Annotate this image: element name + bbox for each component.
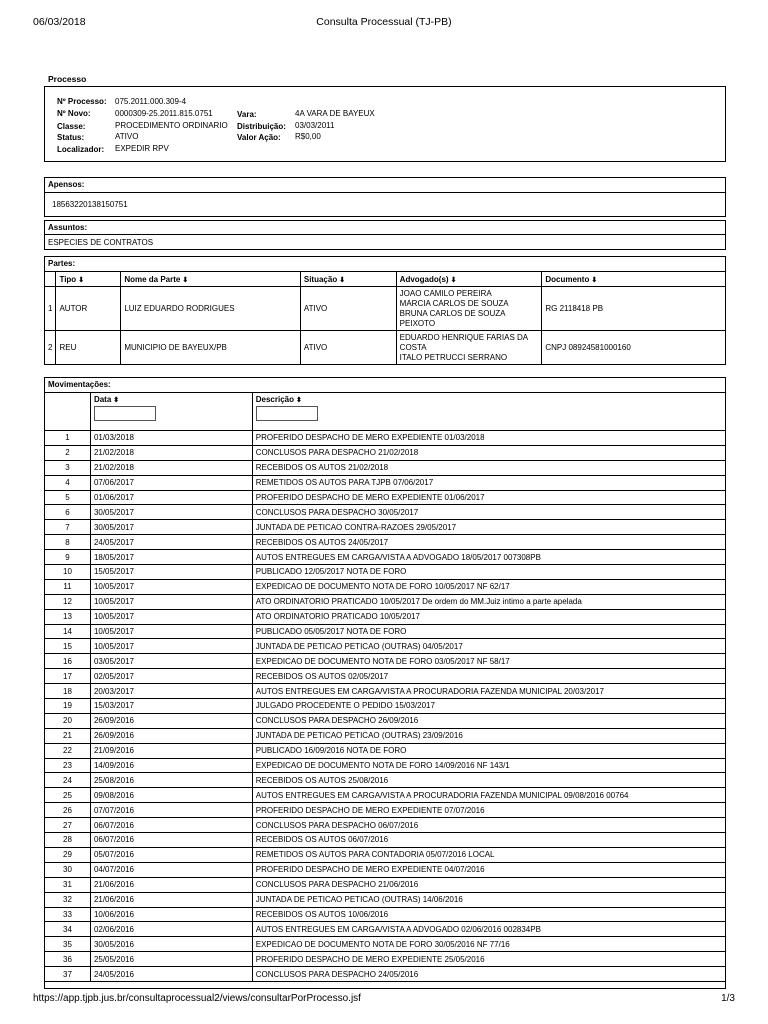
mov-row — [45, 535, 726, 550]
processo-panel — [44, 86, 726, 162]
sort-icon[interactable]: ⬍ — [113, 397, 120, 404]
apensos-label: Apensos: — [48, 180, 85, 189]
mov-index-header — [45, 393, 91, 431]
mov-row — [45, 490, 726, 505]
mov-date: 10/05/2017 — [90, 624, 252, 639]
mov-index: 20 — [45, 713, 91, 728]
mov-date: 01/06/2017 — [90, 490, 252, 505]
parte-tipo: AUTOR — [56, 287, 121, 331]
mov-index: 32 — [45, 892, 91, 907]
mov-date: 25/05/2016 — [90, 952, 252, 967]
mov-date: 21/02/2018 — [90, 460, 252, 475]
parte-situacao: ATIVO — [300, 331, 396, 365]
tipo-header[interactable] — [56, 272, 121, 287]
mov-description: CONCLUSOS PARA DESPACHO 24/05/2016 — [252, 967, 725, 982]
mov-date: 07/07/2016 — [90, 803, 252, 818]
mov-description: JULGADO PROCEDENTE O PEDIDO 15/03/2017 — [252, 699, 725, 714]
mov-row — [45, 624, 726, 639]
numero-value: 075.2011.000.309-4 — [115, 97, 187, 106]
data-filter-input[interactable] — [94, 406, 156, 421]
mov-index: 36 — [45, 952, 91, 967]
mov-index: 5 — [45, 490, 91, 505]
mov-description: EXPEDICAO DE DOCUMENTO NOTA DE FORO 03/05/2017 NF 58/17 — [252, 654, 725, 669]
partes-index-header — [45, 272, 56, 287]
mov-row — [45, 743, 726, 758]
mov-date: 05/07/2016 — [90, 847, 252, 862]
parte-documento: RG 2118418 PB — [542, 287, 726, 331]
mov-row — [45, 892, 726, 907]
partes-table — [44, 271, 726, 365]
sort-down-icon[interactable]: ⬇ — [450, 276, 457, 284]
mov-index: 6 — [45, 505, 91, 520]
mov-date: 25/08/2016 — [90, 773, 252, 788]
mov-date: 24/05/2017 — [90, 535, 252, 550]
valor-label: Valor Ação: — [237, 133, 281, 142]
mov-index: 15 — [45, 639, 91, 654]
mov-index: 27 — [45, 818, 91, 833]
mov-index: 14 — [45, 624, 91, 639]
print-date: 06/03/2018 — [33, 16, 86, 28]
mov-date: 10/05/2017 — [90, 639, 252, 654]
sort-icon[interactable]: ⬍ — [296, 397, 302, 404]
mov-date: 26/09/2016 — [90, 728, 252, 743]
mov-date: 14/09/2016 — [90, 758, 252, 773]
mov-index: 2 — [45, 445, 91, 460]
mov-description: RECEBIDOS OS AUTOS 10/06/2016 — [252, 907, 725, 922]
data-header[interactable] — [90, 393, 252, 431]
status-label: Status: — [57, 133, 85, 142]
mov-row — [45, 639, 726, 654]
mov-date: 10/05/2017 — [90, 609, 252, 624]
novo-value: 0000309-25.2011.815.0751 — [115, 109, 213, 118]
partes-label: Partes: — [48, 259, 76, 268]
advogado-name: ITALO PETRUCCI SERRANO — [399, 352, 508, 362]
processo-section-label: Processo — [48, 74, 87, 84]
assuntos-label: Assuntos: — [48, 223, 88, 232]
mov-index: 11 — [45, 579, 91, 594]
mov-index: 10 — [45, 565, 91, 580]
mov-row — [45, 550, 726, 565]
mov-row — [45, 907, 726, 922]
distribuicao-label: Distribuição: — [237, 122, 286, 131]
mov-date: 21/09/2016 — [90, 743, 252, 758]
mov-index: 25 — [45, 788, 91, 803]
mov-date: 02/05/2017 — [90, 669, 252, 684]
mov-description: CONCLUSOS PARA DESPACHO 06/07/2016 — [252, 818, 725, 833]
mov-row — [45, 460, 726, 475]
mov-row — [45, 565, 726, 580]
mov-row — [45, 833, 726, 848]
advogado-name: COSTA — [399, 342, 427, 352]
assuntos-value: ESPECIES DE CONTRATOS — [48, 238, 154, 247]
parte-index: 2 — [45, 331, 56, 365]
mov-date: 21/06/2016 — [90, 892, 252, 907]
mov-description: AUTOS ENTREGUES EM CARGA/VISTA A ADVOGADO 02/06/2016 002834PB — [252, 922, 725, 937]
advogado-name: BRUNA CARLOS DE SOUZA — [399, 308, 506, 318]
mov-date: 10/05/2017 — [90, 579, 252, 594]
mov-date: 06/07/2016 — [90, 833, 252, 848]
mov-description: PROFERIDO DESPACHO DE MERO EXPEDIENTE 01/03/2018 — [252, 431, 725, 446]
movimentacoes-label: Movimentações: — [48, 380, 111, 389]
mov-index: 28 — [45, 833, 91, 848]
mov-description: PROFERIDO DESPACHO DE MERO EXPEDIENTE 25/05/2016 — [252, 952, 725, 967]
classe-label: Classe: — [57, 122, 86, 131]
mov-description: PUBLICADO 05/05/2017 NOTA DE FORO — [252, 624, 725, 639]
mov-row — [45, 475, 726, 490]
mov-row — [45, 728, 726, 743]
mov-row — [45, 669, 726, 684]
mov-description: EXPEDICAO DE DOCUMENTO NOTA DE FORO 30/05/2016 NF 77/16 — [252, 937, 725, 952]
documento-header[interactable] — [542, 272, 726, 287]
mov-description: PROFERIDO DESPACHO DE MERO EXPEDIENTE 04/07/2016 — [252, 862, 725, 877]
mov-date: 01/03/2018 — [90, 431, 252, 446]
parte-row — [45, 331, 726, 365]
mov-row — [45, 877, 726, 892]
sort-down-icon[interactable]: ⬇ — [339, 276, 346, 284]
apensos-panel — [44, 177, 726, 217]
page-number: 1/3 — [721, 993, 735, 1004]
mov-description: ATO ORDINATORIO PRATICADO 10/05/2017 — [252, 609, 725, 624]
mov-index: 21 — [45, 728, 91, 743]
mov-index: 34 — [45, 922, 91, 937]
mov-row — [45, 594, 726, 609]
mov-description: CONCLUSOS PARA DESPACHO 30/05/2017 — [252, 505, 725, 520]
mov-date: 20/03/2017 — [90, 684, 252, 699]
mov-index: 35 — [45, 937, 91, 952]
mov-index: 19 — [45, 699, 91, 714]
page-url: https://app.tjpb.jus.br/consultaprocessual2/views/consultarPorProcesso.jsf — [33, 993, 361, 1004]
mov-date: 21/06/2016 — [90, 877, 252, 892]
sort-down-icon[interactable]: ⬇ — [182, 276, 189, 284]
sort-down-icon[interactable]: ⬇ — [591, 276, 598, 284]
mov-date: 10/05/2017 — [90, 594, 252, 609]
mov-description: REMETIDOS OS AUTOS PARA TJPB 07/06/2017 — [252, 475, 725, 490]
mov-date: 30/05/2016 — [90, 937, 252, 952]
mov-row — [45, 847, 726, 862]
mov-index: 8 — [45, 535, 91, 550]
data-header-label: Data — [93, 395, 112, 404]
mov-date: 24/05/2016 — [90, 967, 252, 982]
situacao-header-label: Situação — [303, 274, 338, 284]
mov-row — [45, 684, 726, 699]
localizador-label: Localizador: — [57, 145, 105, 154]
valor-value: R$0,00 — [295, 132, 321, 141]
mov-index: 30 — [45, 862, 91, 877]
mov-description: JUNTADA DE PETICAO PETICAO (OUTRAS) 14/06/2016 — [252, 892, 725, 907]
mov-index: 18 — [45, 684, 91, 699]
mov-description: AUTOS ENTREGUES EM CARGA/VISTA A PROCURADORIA FAZENDA MUNICIPAL 20/03/2017 — [252, 684, 725, 699]
mov-date: 02/06/2016 — [90, 922, 252, 937]
mov-date: 21/02/2018 — [90, 445, 252, 460]
mov-index: 17 — [45, 669, 91, 684]
mov-index: 4 — [45, 475, 91, 490]
novo-label: Nº Novo: — [57, 109, 91, 118]
mov-date: 15/03/2017 — [90, 699, 252, 714]
mov-row — [45, 713, 726, 728]
mov-index: 3 — [45, 460, 91, 475]
mov-description: RECEBIDOS OS AUTOS 02/05/2017 — [252, 669, 725, 684]
mov-row — [45, 967, 726, 982]
mov-row — [45, 609, 726, 624]
parte-nome: LUIZ EDUARDO RODRIGUES — [121, 287, 301, 331]
mov-description: ATO ORDINATORIO PRATICADO 10/05/2017 De ordem do MM.Juiz intimo a parte apelada — [252, 594, 725, 609]
vara-label: Vara: — [237, 110, 257, 119]
parte-index: 1 — [45, 287, 56, 331]
mov-row — [45, 937, 726, 952]
mov-row — [45, 520, 726, 535]
mov-description: PUBLICADO 16/09/2016 NOTA DE FORO — [252, 743, 725, 758]
status-value: ATIVO — [115, 132, 139, 141]
apensos-value[interactable]: 18563220138150751 — [52, 200, 128, 209]
mov-index: 37 — [45, 967, 91, 982]
parte-advogados — [396, 331, 542, 365]
parte-nome: MUNICIPIO DE BAYEUX/PB — [121, 331, 301, 365]
mov-row — [45, 579, 726, 594]
partes-header-row — [45, 272, 726, 287]
mov-index: 12 — [45, 594, 91, 609]
assuntos-panel — [44, 220, 726, 250]
mov-index: 7 — [45, 520, 91, 535]
mov-index: 33 — [45, 907, 91, 922]
descricao-header-label: Descrição — [255, 395, 294, 404]
advogado-name: EDUARDO HENRIQUE FARIAS DA — [399, 332, 529, 342]
movimentacoes-table — [44, 392, 726, 982]
mov-description: RECEBIDOS OS AUTOS 06/07/2016 — [252, 833, 725, 848]
mov-date: 09/08/2016 — [90, 788, 252, 803]
mov-index: 22 — [45, 743, 91, 758]
mov-index: 23 — [45, 758, 91, 773]
vara-value: 4A VARA DE BAYEUX — [295, 109, 375, 118]
descricao-filter-input[interactable] — [256, 406, 318, 421]
mov-row — [45, 788, 726, 803]
mov-date: 07/06/2017 — [90, 475, 252, 490]
parte-documento: CNPJ 08924581000160 — [542, 331, 726, 365]
parte-situacao: ATIVO — [300, 287, 396, 331]
mov-description: RECEBIDOS OS AUTOS 25/08/2016 — [252, 773, 725, 788]
mov-description: PUBLICADO 12/05/2017 NOTA DE FORO — [252, 565, 725, 580]
mov-date: 18/05/2017 — [90, 550, 252, 565]
nome-header[interactable] — [121, 272, 301, 287]
mov-index: 31 — [45, 877, 91, 892]
mov-description: CONCLUSOS PARA DESPACHO 26/09/2016 — [252, 713, 725, 728]
advogado-name: PEIXOTO — [399, 318, 436, 328]
mov-row — [45, 431, 726, 446]
mov-description: CONCLUSOS PARA DESPACHO 21/06/2016 — [252, 877, 725, 892]
mov-row — [45, 818, 726, 833]
parte-tipo: REU — [56, 331, 121, 365]
mov-description: AUTOS ENTREGUES EM CARGA/VISTA A ADVOGADO 18/05/2017 007308PB — [252, 550, 725, 565]
numero-label: Nº Processo: — [57, 97, 107, 106]
mov-row — [45, 654, 726, 669]
sort-down-icon[interactable]: ⬇ — [78, 276, 85, 284]
mov-date: 15/05/2017 — [90, 565, 252, 580]
advogado-name: MARCIA CARLOS DE SOUZA — [399, 298, 509, 308]
mov-description: RECEBIDOS OS AUTOS 21/02/2018 — [252, 460, 725, 475]
mov-index: 13 — [45, 609, 91, 624]
mov-description: JUNTADA DE PETICAO PETICAO (OUTRAS) 23/09/2016 — [252, 728, 725, 743]
mov-date: 26/09/2016 — [90, 713, 252, 728]
mov-row — [45, 952, 726, 967]
documento-header-label: Documento — [545, 274, 590, 284]
nome-header-label: Nome da Parte — [124, 274, 181, 284]
descricao-header[interactable] — [252, 393, 725, 431]
mov-date: 04/07/2016 — [90, 862, 252, 877]
mov-description: EXPEDICAO DE DOCUMENTO NOTA DE FORO 10/05/2017 NF 62/17 — [252, 579, 725, 594]
mov-date: 30/05/2017 — [90, 505, 252, 520]
mov-description: JUNTADA DE PETICAO CONTRA-RAZOES 29/05/2017 — [252, 520, 725, 535]
mov-row — [45, 862, 726, 877]
mov-row — [45, 758, 726, 773]
classe-value: PROCEDIMENTO ORDINARIO — [115, 121, 228, 130]
mov-index: 16 — [45, 654, 91, 669]
mov-row — [45, 922, 726, 937]
mov-row — [45, 699, 726, 714]
advogado-name: JOAO CAMILO PEREIRA — [399, 288, 492, 298]
mov-description: PROFERIDO DESPACHO DE MERO EXPEDIENTE 07/07/2016 — [252, 803, 725, 818]
mov-row — [45, 445, 726, 460]
mov-index: 26 — [45, 803, 91, 818]
mov-description: CONCLUSOS PARA DESPACHO 21/02/2018 — [252, 445, 725, 460]
mov-row — [45, 773, 726, 788]
movimentacoes-body — [45, 431, 726, 982]
mov-index: 24 — [45, 773, 91, 788]
tipo-header-label: Tipo — [59, 274, 77, 284]
mov-date: 06/07/2016 — [90, 818, 252, 833]
mov-description: JUNTADA DE PETICAO PETICAO (OUTRAS) 04/05/2017 — [252, 639, 725, 654]
mov-date: 10/06/2016 — [90, 907, 252, 922]
mov-date: 30/05/2017 — [90, 520, 252, 535]
mov-index: 9 — [45, 550, 91, 565]
mov-index: 1 — [45, 431, 91, 446]
mov-description: RECEBIDOS OS AUTOS 24/05/2017 — [252, 535, 725, 550]
parte-row — [45, 287, 726, 331]
mov-index: 29 — [45, 847, 91, 862]
mov-description: REMETIDOS OS AUTOS PARA CONTADORIA 05/07/2016 LOCAL — [252, 847, 725, 862]
distribuicao-value: 03/03/2011 — [295, 121, 335, 130]
advogado-header[interactable] — [396, 272, 542, 287]
mov-description: AUTOS ENTREGUES EM CARGA/VISTA A PROCURADORIA FAZENDA MUNICIPAL 09/08/2016 00764 — [252, 788, 725, 803]
mov-description: EXPEDICAO DE DOCUMENTO NOTA DE FORO 14/09/2016 NF 143/1 — [252, 758, 725, 773]
mov-row — [45, 803, 726, 818]
situacao-header[interactable] — [300, 272, 396, 287]
mov-row — [45, 505, 726, 520]
localizador-value: EXPEDIR RPV — [115, 144, 169, 153]
page-title: Consulta Processual (TJ-PB) — [316, 16, 452, 28]
advogado-header-label: Advogado(s) — [399, 274, 449, 284]
parte-advogados — [396, 287, 542, 331]
mov-description: PROFERIDO DESPACHO DE MERO EXPEDIENTE 01/06/2017 — [252, 490, 725, 505]
movimentacoes-header-row — [45, 393, 726, 431]
mov-date: 03/05/2017 — [90, 654, 252, 669]
